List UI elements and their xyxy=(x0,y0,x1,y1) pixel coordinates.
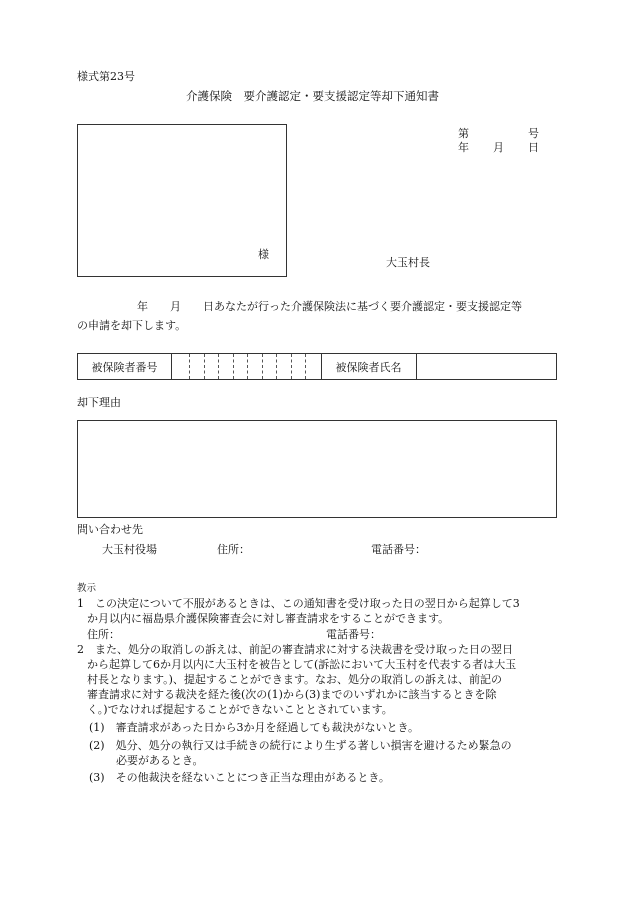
notice-line-1: 年 月 日あなたが行った介護保険法に基づく要介護認定・要支援認定等 xyxy=(137,300,522,313)
sub-item-2-line-1: (2) 処分、処分の執行又は手続きの続行により生ずる著しい損害を避けるため緊急の xyxy=(89,739,512,752)
addressee-box xyxy=(77,124,287,277)
insured-table xyxy=(77,353,557,380)
contact-phone-label: 電話番号： xyxy=(371,543,426,556)
instruction-2-line-1: 2 また、処分の取消しの訴えは、前記の審査請求に対する決裁書を受け取った日の翌日 xyxy=(77,643,513,656)
instruction-1-phone: 電話番号： xyxy=(326,628,381,641)
reason-label: 却下理由 xyxy=(77,396,121,409)
insured-number-label: 被保険者番号 xyxy=(91,360,158,374)
sub-item-1: (1) 審査請求があった日から3か月を経過しても裁決がないとき。 xyxy=(89,721,420,734)
divider xyxy=(171,354,172,379)
date-year: 年 xyxy=(458,141,469,154)
digit-divider xyxy=(189,354,190,379)
form-number: 様式第23号 xyxy=(77,70,135,83)
instructions-heading: 教示 xyxy=(77,583,97,594)
digit-divider xyxy=(291,354,292,379)
instruction-1-line-2: か月以内に福島県介護保険審査会に対し審査請求をすることができます。 xyxy=(87,612,450,625)
digit-divider xyxy=(305,354,306,379)
reason-box xyxy=(77,420,557,518)
addressee-suffix: 様 xyxy=(258,248,269,261)
instruction-2-line-5: く。)でなければ提起することができないこととされています。 xyxy=(87,703,393,716)
date-month: 月 xyxy=(493,141,504,154)
digit-divider xyxy=(247,354,248,379)
instruction-1-address: 住所： xyxy=(87,628,120,641)
doc-number-dai: 第 xyxy=(458,127,469,140)
document-title: 介護保険 要介護認定・要支援認定等却下通知書 xyxy=(186,89,439,103)
doc-number-go: 号 xyxy=(528,127,539,140)
insured-name-label: 被保険者氏名 xyxy=(335,360,402,374)
contact-label: 問い合わせ先 xyxy=(77,523,143,536)
date-day: 日 xyxy=(528,141,539,154)
digit-divider xyxy=(233,354,234,379)
digit-divider xyxy=(218,354,219,379)
instruction-2-line-4: 審査請求に対する裁決を経た後(次の(1)から(3)までのいずれかに該当するときを除 xyxy=(87,688,497,701)
instruction-2-line-2: から起算して6か月以内に大玉村を被告として(訴訟において大玉村を代表する者は大玉 xyxy=(87,658,517,671)
contact-office: 大玉村役場 xyxy=(102,543,157,556)
digit-divider xyxy=(204,354,205,379)
contact-address-label: 住所： xyxy=(217,543,250,556)
digit-divider xyxy=(276,354,277,379)
divider xyxy=(416,354,417,379)
instruction-1-line-1: 1 この決定について不服があるときは、この通知書を受け取った日の翌日から起算して3 xyxy=(77,597,520,610)
issuer: 大玉村長 xyxy=(386,256,430,269)
sub-item-3: (3) その他裁決を経ないことにつき正当な理由があるとき。 xyxy=(89,771,390,784)
notice-line-2: の申請を却下します。 xyxy=(77,319,187,332)
sub-item-2-line-2: 必要があるとき。 xyxy=(116,754,204,767)
digit-divider xyxy=(262,354,263,379)
instruction-2-line-3: 村長となります。)、提起することができます。なお、処分の取消しの訴えは、前記の xyxy=(87,673,503,686)
